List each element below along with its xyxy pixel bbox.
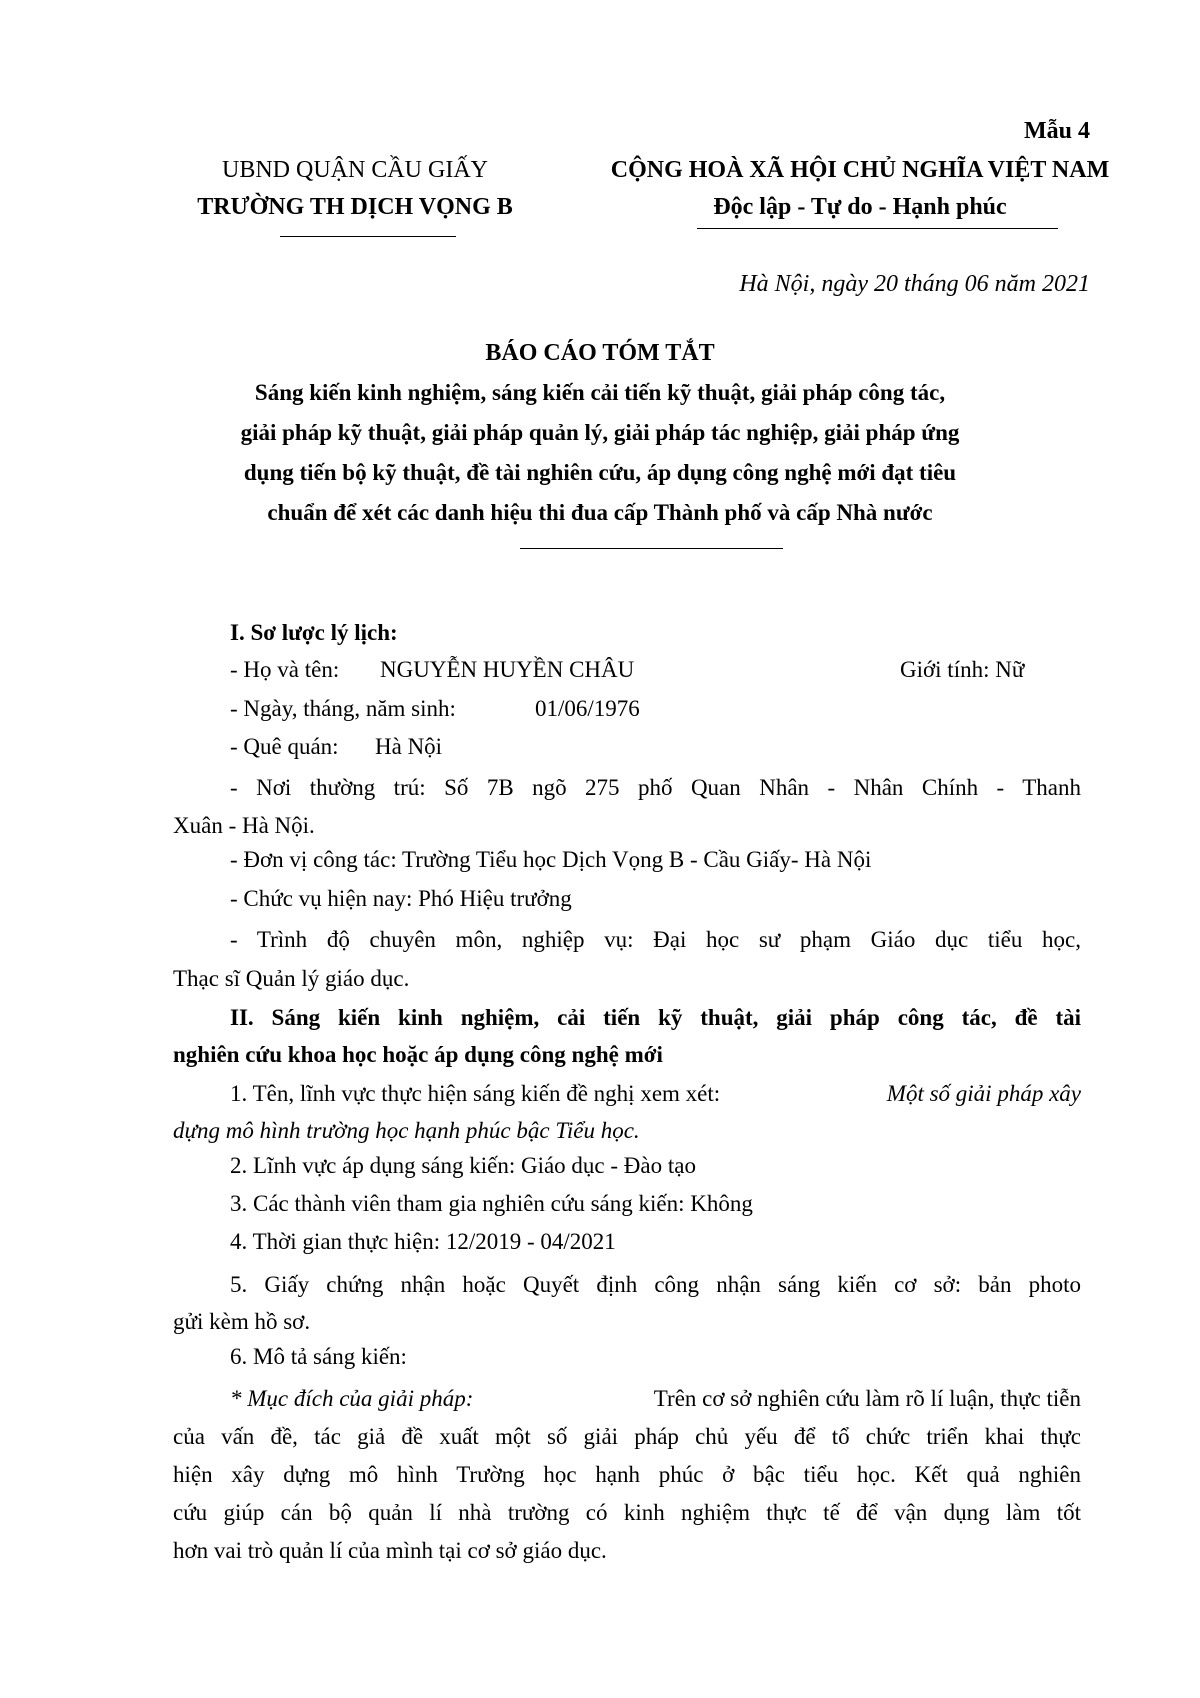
hometown-value: Hà Nội <box>375 734 443 759</box>
item1-value: Một số giải pháp xây <box>886 1081 1081 1106</box>
item4: 4. Thời gian thực hiện: 12/2019 - 04/2021 <box>230 1229 616 1254</box>
report-subtitle-line: dụng tiến bộ kỹ thuật, đề tài nghiên cứu, áp dụng công nghệ mới đạt tiêu <box>243 460 957 485</box>
workplace: - Đơn vị công tác: Trường Tiểu học Dịch Vọng B - Cầu Giấy- Hà Nội <box>230 847 872 872</box>
motto-underline <box>697 228 1058 229</box>
item1-value-continued: dựng mô hình trường học hạnh phúc bậc Tiểu học. <box>173 1118 640 1143</box>
name-label: - Họ và tên: <box>230 657 340 682</box>
title-underline <box>520 548 783 549</box>
school-name: TRƯỜNG TH DỊCH VỌNG B <box>197 194 513 220</box>
purpose-line: hơn vai trò quản lí của mình tại cơ sở giáo dục. <box>173 1538 607 1563</box>
section2-heading-line: II. Sáng kiến kinh nghiệm, cải tiến kỹ thuật, giải pháp công tác, đề tài <box>230 1005 1081 1030</box>
hometown-label: - Quê quán: <box>230 734 339 759</box>
report-subtitle-line: Sáng kiến kinh nghiệm, sáng kiến cải tiến kỹ thuật, giải pháp công tác, <box>254 380 946 405</box>
residence-line: Xuân - Hà Nội. <box>173 813 315 838</box>
item3: 3. Các thành viên tham gia nghiên cứu sáng kiến: Không <box>230 1191 753 1216</box>
report-subtitle-line: chuẩn để xét các danh hiệu thi đua cấp Thành phố và cấp Nhà nước <box>267 500 933 525</box>
dob-value: 01/06/1976 <box>535 696 640 721</box>
national-motto: Độc lập - Tự do - Hạnh phúc <box>713 194 1007 220</box>
purpose-line: hiện xây dựng mô hình Trường học hạnh phúc ở bậc tiểu học. Kết quả nghiên <box>173 1462 1081 1487</box>
purpose-line: của vấn đề, tác giả đề xuất một số giải pháp chủ yếu để tổ chức triển khai thực <box>173 1424 1081 1449</box>
place-date: Hà Nội, ngày 20 tháng 06 năm 2021 <box>739 271 1090 297</box>
dob-label: - Ngày, tháng, năm sinh: <box>230 696 456 721</box>
qualification-line: Thạc sĩ Quản lý giáo dục. <box>173 966 410 991</box>
section2-heading-line: nghiên cứu khoa học hoặc áp dụng công nghệ mới <box>173 1042 663 1067</box>
item5-line: gửi kèm hồ sơ. <box>173 1309 311 1334</box>
purpose-text: Trên cơ sở nghiên cứu làm rõ lí luận, thực tiễn <box>653 1386 1081 1411</box>
item2: 2. Lĩnh vực áp dụng sáng kiến: Giáo dục - Đào tạo <box>230 1153 696 1178</box>
purpose-line <box>230 1382 1081 1416</box>
report-subtitle-line: giải pháp kỹ thuật, giải pháp quản lý, giải pháp tác nghiệp, giải pháp ứng <box>240 420 960 445</box>
form-label: Mẫu 4 <box>1024 118 1090 144</box>
position: - Chức vụ hiện nay: Phó Hiệu trưởng <box>230 886 572 911</box>
section1-heading: I. Sơ lược lý lịch: <box>230 620 398 645</box>
name-value: NGUYỄN HUYỀN CHÂU <box>380 657 635 682</box>
qualification-line: - Trình độ chuyên môn, nghiệp vụ: Đại học sư phạm Giáo dục tiểu học, <box>230 927 1081 952</box>
item1-line <box>230 1077 1081 1111</box>
item6: 6. Mô tả sáng kiến: <box>230 1344 407 1369</box>
item1-label: 1. Tên, lĩnh vực thực hiện sáng kiến đề nghị xem xét: <box>230 1081 721 1106</box>
gender: Giới tính: Nữ <box>900 657 1025 682</box>
national-title: CỘNG HOÀ XÃ HỘI CHỦ NGHĨA VIỆT NAM <box>610 157 1110 183</box>
school-underline <box>280 236 456 237</box>
report-title: BÁO CÁO TÓM TẮT <box>485 340 715 366</box>
agency-name: UBND QUẬN CẦU GIẤY <box>222 157 488 183</box>
residence-line: - Nơi thường trú: Số 7B ngõ 275 phố Quan Nhân - Nhân Chính - Thanh <box>230 775 1081 800</box>
item5-line: 5. Giấy chứng nhận hoặc Quyết định công nhận sáng kiến cơ sở: bản photo <box>230 1272 1081 1297</box>
purpose-label: * Mục đích của giải pháp: <box>230 1386 474 1411</box>
purpose-line: cứu giúp cán bộ quản lí nhà trường có kinh nghiệm thực tế để vận dụng làm tốt <box>173 1500 1081 1525</box>
